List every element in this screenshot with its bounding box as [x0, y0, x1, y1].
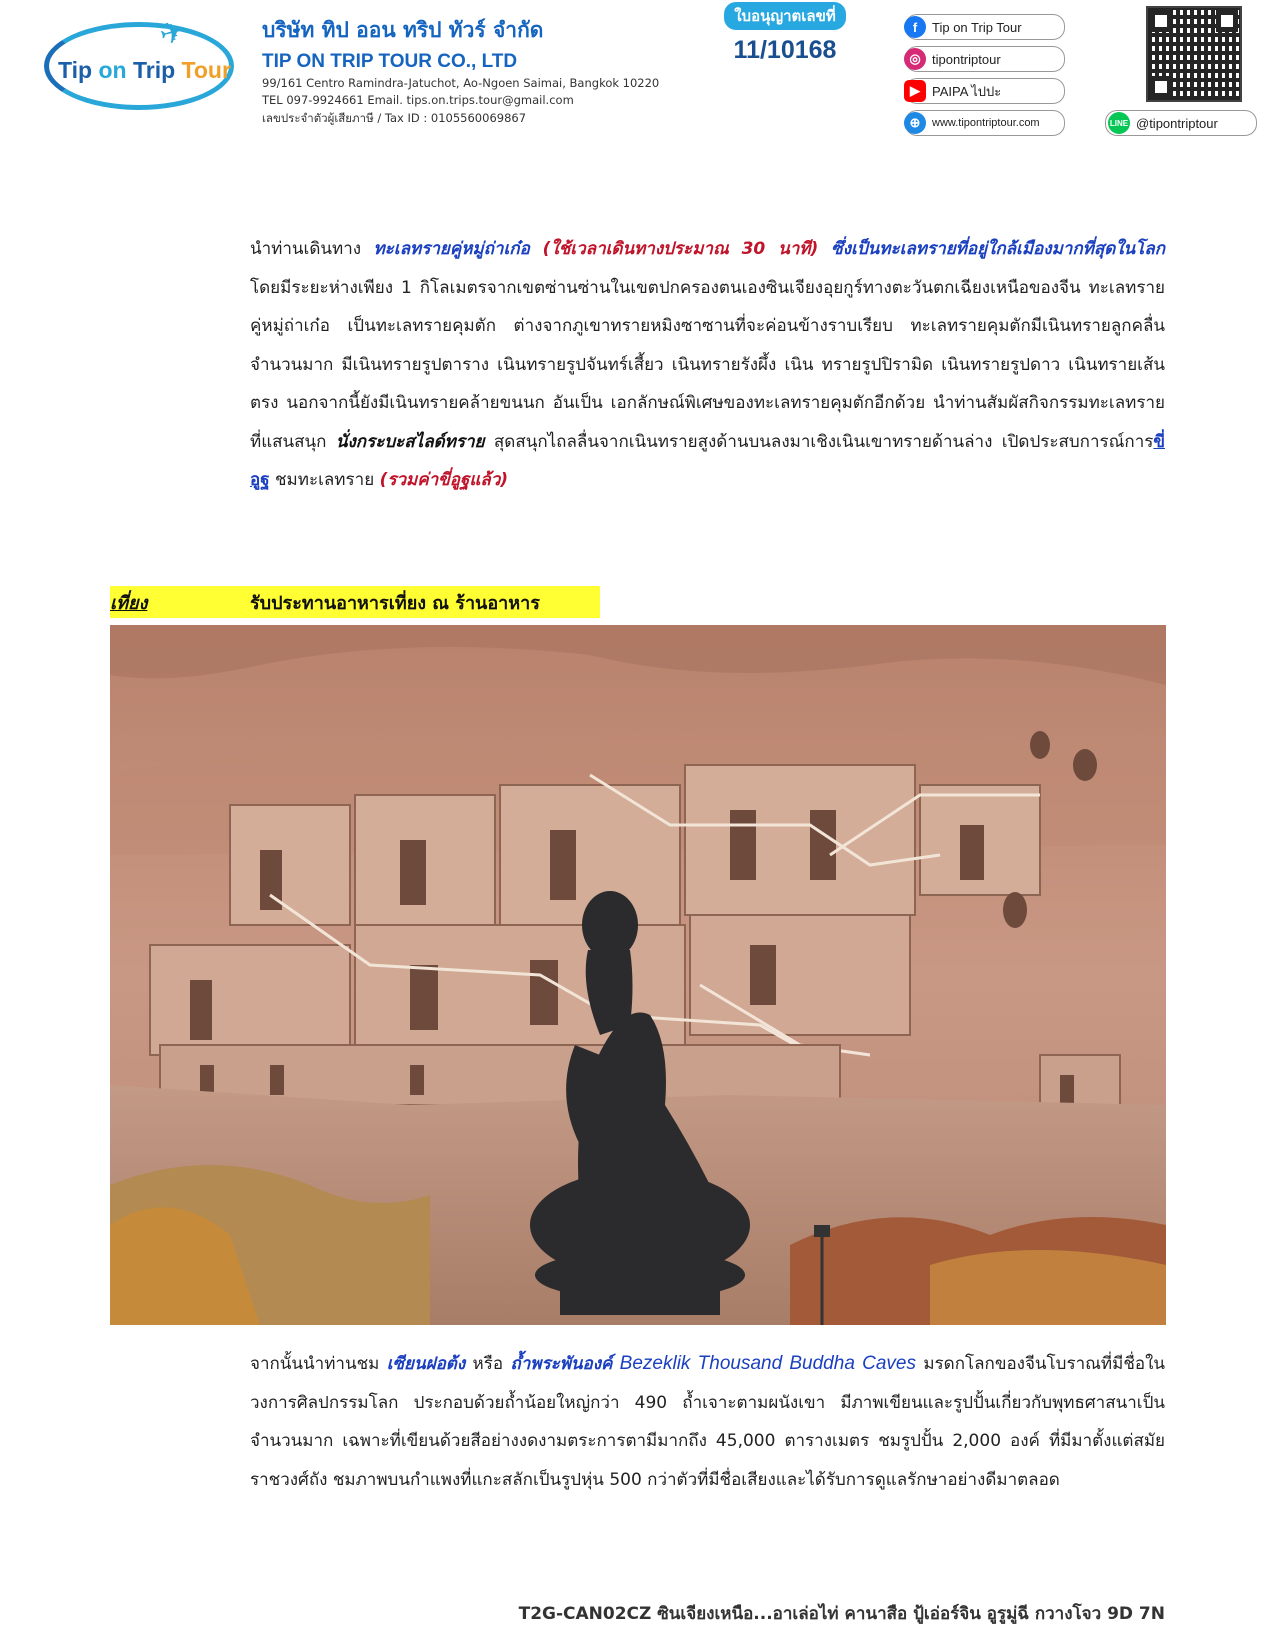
youtube-link[interactable] [905, 78, 1065, 104]
site-name-thai: เซียนฝอต้ง [386, 1354, 466, 1374]
camel-ride-activity: ขี่อูฐ [250, 431, 1166, 490]
qr-corner [1216, 10, 1238, 32]
travel-time: (ใช้เวลาเดินทางประมาณ 30 นาที) [529, 239, 819, 259]
youtube-label: PAIPA ไปปะ [932, 83, 1002, 99]
cave-photo-illustration [110, 625, 1166, 1325]
meal-text: รับประทานอาหารเที่ยง ณ ร้านอาหาร [250, 592, 540, 614]
instagram-icon: ◎ [904, 48, 926, 70]
site-name-english: Bezeklik Thousand Buddha Caves [612, 1353, 916, 1374]
facebook-label: Tip on Trip Tour [932, 19, 1022, 35]
youtube-icon: ▶ [904, 80, 926, 102]
instagram-link[interactable] [905, 46, 1065, 72]
logo-text: Tip on Trip Tour [58, 57, 231, 83]
camel-fee-note: (รวมค่าขี่อูฐแล้ว) [379, 470, 509, 490]
license-label: ใบอนุญาตเลขที่ [724, 2, 846, 30]
meal-label: เที่ยง [110, 592, 148, 614]
bezeklik-description: จากนั้นนำท่านชม เซียนฝอต้ง หรือ ถ้ำพระพันองค์ Bezeklik Thousand Buddha Caves มรดกโลกของจีนโบราณที่มีชื่อในวงการศิลปกรรมโลก ประกอบด้วยถ้ำน้อยใหญ่กว่า 490 ถ้ำเจาะตามผนังเขา มีภาพเขียนและรูปปั้นเกี่ยวกับพุทธศาสนาเป็นจำนวนมาก เฉพาะที่เขียนด้วยสีอย่างงดงามตระการตามีมากถึง 45,000 ตารางเมตร ชมรูปปั้น 2,000 องค์ ที่มีมาตั้งแต่สมัยราชวงศ์ถัง ชมภาพบนกำแพงที่แกะสลักเป็นรูปหุ่น 500 กว่าตัวที่มีชื่อเสียงและได้รับการดูแลรักษาอย่างดีมาตลอด [250, 1353, 1165, 1490]
desert-name: ทะเลทรายคู่หมู่ถ่าเก๋อ [373, 239, 530, 259]
facebook-link[interactable] [905, 14, 1065, 40]
license-block [705, 2, 865, 65]
web-icon: ⊕ [904, 112, 926, 134]
company-info [262, 14, 659, 128]
bezeklik-caves-photo [110, 625, 1166, 1325]
website-label: www.tipontriptour.com [932, 117, 1040, 129]
lunch-bar [110, 586, 600, 618]
tour-code-footer: T2G-CAN02CZ ซินเจียงเหนือ...อาเล่อไท่ คานาสือ ปู้เอ่อร์จิน อูรูมู่ฉี กวางโจว 9D 7N [518, 1604, 1165, 1624]
company-contact: TEL 097-9924661 Email. tips.on.trips.tour@gmail.com [262, 93, 574, 107]
qr-corner [1150, 76, 1172, 98]
desert-description: นำท่านเดินทาง ทะเลทรายคู่หมู่ถ่าเก๋อ (ใช้เวลาเดินทางประมาณ 30 นาที) ซึ่งเป็นทะเลทรายที่อยู่ใกล้เมืองมากที่สุดในโลก โดยมีระยะห่างเพียง 1 กิโลเมตรจากเขตซ่านซ่านในเขตปกครองตนเองซินเจียงอุยกูร์ทางตะวันตกเฉียงเหนือของจีน ทะเลทรายคู่หมู่ถ่าเก๋อ เป็นทะเลทรายคุมตัก ต่างจากภูเขาทรายหมิงซาซานที่จะค่อนข้างราบเรียบ ทะเลทรายคุมตักมีเนินทรายลูกคลื่นจำนวนมาก มีเนินทรายรูปตาราง เนินทรายรูปจันทร์เสี้ยว เนินทรายรังผึ้ง เนิน ทรายรูปปิรามิด เนินทรายรูปดาว เนินทรายเส้นตรง นอกจากนี้ยังมีเนินทรายคล้ายขนนก อันเป็น เอกลักษณ์พิเศษของทะเลทรายคุมตักอีกด้วย นำท่านสัมผัสกิจกรรมทะเลทรายที่แสนสนุก นั่งกระบะสไลด์ทราย สุดสนุกไถลลื่นจากเนินทรายสูงด้านบนลงมาเชิงเนินเขาทรายด้านล่าง เปิดประสบการณ์การขี่อูฐ ชมทะเลทราย (รวมค่าขี่อูฐแล้ว) [250, 239, 1166, 490]
company-tax-id: เลขประจำตัวผู้เสียภาษี / Tax ID : 0105560069867 [262, 111, 527, 125]
page-header [0, 0, 1275, 140]
company-name-english: TIP ON TRIP TOUR CO., LTD [262, 51, 518, 72]
social-links [905, 14, 1065, 142]
line-label: @tipontriptour [1136, 115, 1218, 131]
company-logo [40, 12, 240, 117]
site-name-alt: ถ้ำพระพันองค์ [510, 1354, 613, 1374]
company-name-thai: บริษัท ทิป ออน ทริป ทัวร์ จำกัด [262, 18, 544, 42]
sand-slide-activity: นั่งกระบะสไลด์ทราย [335, 431, 485, 452]
website-link[interactable] [905, 110, 1065, 136]
qr-corner [1150, 10, 1172, 32]
license-number: 11/10168 [733, 36, 837, 64]
airplane-icon: ✈ [155, 13, 190, 54]
company-address: 99/161 Centro Ramindra-Jatuchot, Ao-Ngoen Saimai, Bangkok 10220 [262, 76, 660, 90]
qr-code[interactable] [1146, 6, 1242, 102]
line-icon: LINE [1108, 112, 1130, 134]
desert-highlight: ซึ่งเป็นทะเลทรายที่อยู่ใกล้เมืองมากที่สุดในโลก [818, 239, 1165, 259]
line-link[interactable] [1105, 110, 1257, 136]
facebook-icon: f [904, 16, 926, 38]
instagram-label: tipontriptour [932, 51, 1001, 67]
